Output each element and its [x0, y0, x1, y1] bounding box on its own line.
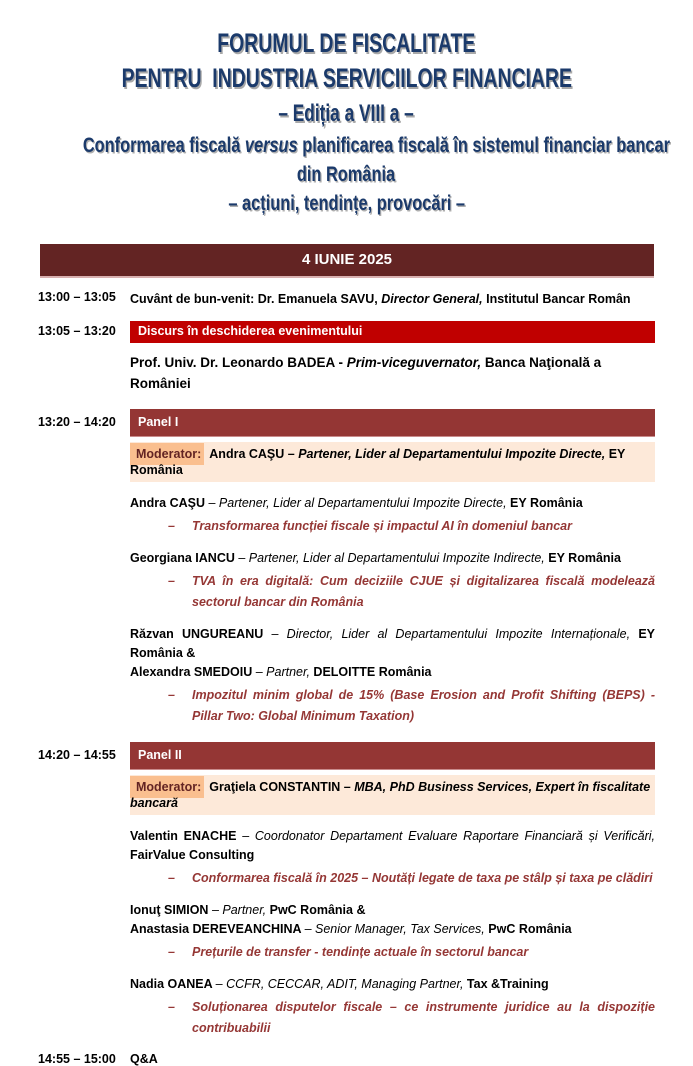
event-masthead: [0, 0, 693, 218]
moderator-name: Graţiela CONSTANTIN –: [209, 780, 355, 794]
speaker-org: FairValue Consulting: [130, 848, 255, 862]
speaker-org: PwC România &: [269, 903, 366, 917]
speaker-role: – Partener, Lider al Departamentului Impozite Directe,: [208, 496, 511, 510]
topic-line: [130, 868, 655, 889]
speaker-line: [130, 494, 655, 513]
speaker-role: – Director, Lider al Departamentului Impozite Internaționale,: [271, 627, 639, 641]
moderator-role: Partener, Lider al Departamentului Impozite Directe,: [298, 447, 606, 461]
speaker-line-2: [130, 920, 655, 939]
speaker-org: EY România &: [130, 627, 655, 660]
speaker-role: – Coordonator Departament Evaluare Raportare Financiară și Verificări,: [242, 829, 655, 843]
speaker-role: – Partner,: [211, 903, 270, 917]
event-subtitle-line-2-text: din România: [297, 163, 396, 186]
agenda: [0, 278, 693, 1066]
speaker-role-2: – Partner,: [255, 665, 314, 679]
topic-line: [130, 571, 655, 613]
speaker-role: – Partener, Lider al Departamentului Impozite Indirecte,: [238, 551, 549, 565]
subtitle-pre: Conformarea fiscală: [82, 134, 245, 157]
speaker-org-2: PwC România: [488, 922, 572, 936]
topic-line: [130, 997, 655, 1039]
panel2-banner: [130, 742, 655, 770]
panel1-banner-text: Panel I: [138, 415, 179, 429]
moderator-row-panel2: [130, 775, 655, 815]
event-edition: [0, 96, 693, 131]
time-slot: 13:20 – 14:20: [38, 415, 116, 429]
speaker-line: [130, 901, 655, 920]
event-title-line-1: [0, 26, 693, 61]
welcome-cell: [130, 290, 655, 309]
date-banner-text: 4 IUNIE 2025: [301, 251, 393, 268]
subtitle-post: planificarea fiscală în sistemul financiar bancar: [297, 134, 671, 157]
moderator-label: Moderator:: [130, 776, 204, 798]
keynote-role: Prim-viceguvernator,: [346, 355, 482, 370]
topic-dash: –: [168, 871, 175, 885]
speaker-line: [130, 827, 655, 865]
speaker-name: Georgiana IANCU: [130, 551, 239, 565]
agenda-row-keynote: [38, 343, 655, 407]
speaker-line: [130, 549, 655, 568]
topic-line: [130, 516, 655, 537]
session-banner-opening: [130, 321, 655, 343]
agenda-row-panel1-body: [38, 437, 655, 727]
panel2-banner-text: Panel II: [138, 748, 182, 762]
topic-text: Impozitul minim global de 15% (Base Erosion and Profit Shifting (BEPS) - Pillar Two: Global Minimum Taxation): [192, 688, 655, 723]
topic-dash: –: [168, 1000, 175, 1014]
moderator-name: Andra CAŞU –: [209, 447, 299, 461]
subtitle-versus: versus: [244, 134, 298, 157]
moderator-row-panel1: [130, 442, 655, 482]
time-slot: 14:55 – 15:00: [38, 1052, 116, 1066]
agenda-row-opening: [38, 321, 655, 343]
topic-line: [130, 942, 655, 963]
event-title-line-2: [0, 61, 693, 96]
speaker-block: [130, 549, 655, 613]
event-edition-text: – Ediția a VIII a –: [278, 100, 415, 127]
moderator-label: Moderator:: [130, 443, 204, 465]
event-tagline-text: – acțiuni, tendințe, provocări –: [228, 192, 465, 215]
event-subtitle-line-1: [0, 131, 693, 160]
keynote-org: Banca Naţională a României: [130, 355, 602, 391]
speaker-org-2: DELOITTE România: [313, 665, 432, 679]
agenda-row-panel1: [38, 409, 655, 437]
panel1-cell: [130, 409, 655, 437]
time-slot: 13:00 – 13:05: [38, 290, 116, 304]
panel2-body: [130, 770, 655, 1039]
welcome-org: Institutul Bancar Român: [482, 292, 631, 306]
event-subtitle-line-2: [0, 160, 693, 189]
event-tagline: [0, 189, 693, 218]
speaker-name-2: Alexandra SMEDOIU: [130, 665, 256, 679]
agenda-row-panel2-body: [38, 770, 655, 1039]
topic-dash: –: [168, 574, 175, 588]
keynote-speaker-line: [130, 352, 655, 394]
welcome-line: [130, 290, 655, 309]
welcome-text: Cuvânt de bun-venit: Dr. Emanuela SAVU,: [130, 292, 382, 306]
speaker-name: Andra CAŞU: [130, 496, 209, 510]
speaker-org: EY România: [510, 496, 583, 510]
time-slot: 14:20 – 14:55: [38, 748, 116, 762]
speaker-name: Răzvan UNGUREANU: [130, 627, 272, 641]
speaker-name: Ionuţ SIMION: [130, 903, 212, 917]
topic-text: Prețurile de transfer - tendințe actuale în sectorul bancar: [192, 945, 529, 959]
agenda-row-panel2: [38, 742, 655, 770]
opening-cell: [130, 321, 655, 343]
topic-dash: –: [168, 945, 175, 959]
moderator-org: EY România: [130, 447, 626, 477]
agenda-row-welcome: [38, 290, 655, 309]
speaker-block: [130, 901, 655, 963]
welcome-role: Director General,: [381, 292, 483, 306]
speaker-org: EY România: [548, 551, 621, 565]
speaker-line: [130, 625, 655, 663]
keynote-cell: [130, 343, 655, 407]
panel1-banner: [130, 409, 655, 437]
speaker-block: [130, 625, 655, 727]
topic-text: Conformarea fiscală în 2025 – Noutăți legate de taxa pe stâlp și taxa pe clădiri: [192, 871, 653, 885]
speaker-block: [130, 827, 655, 889]
speaker-role-2: – Senior Manager, Tax Services,: [304, 922, 489, 936]
date-banner: [40, 244, 654, 278]
topic-text: Transformarea funcției fiscale și impactul AI în domeniul bancar: [192, 519, 572, 533]
agenda-row-qa: [38, 1052, 655, 1066]
topic-dash: –: [168, 519, 175, 533]
moderator-role: MBA, PhD Business Services, Expert în fiscalitate bancară: [130, 780, 651, 810]
event-title-line-2-text: PENTRU INDUSTRIA SERVICIILOR FINANCIARE: [121, 63, 572, 93]
speaker-org: Tax &Training: [466, 977, 549, 991]
session-banner-opening-text: Discurs în deschiderea evenimentului: [138, 324, 363, 338]
speaker-role: – CCFR, CECCAR, ADIT, Managing Partner,: [215, 977, 467, 991]
panel2-cell: [130, 742, 655, 770]
speaker-name: Valentin ENACHE: [130, 829, 243, 843]
panel1-body: [130, 437, 655, 727]
keynote-name: Prof. Univ. Dr. Leonardo BADEA -: [130, 355, 347, 370]
speaker-block: [130, 494, 655, 537]
topic-text: Soluționarea disputelor fiscale – ce instrumente juridice au la dispoziție contribuabilii: [192, 1000, 655, 1035]
speaker-name: Nadia OANEA: [130, 977, 216, 991]
speaker-line-2: [130, 663, 655, 682]
event-title-line-1-text: FORUMUL DE FISCALITATE: [217, 28, 476, 58]
speaker-name-2: Anastasia DEREVEANCHINA: [130, 922, 305, 936]
event-subtitle-line-1-text: [83, 131, 670, 160]
topic-text: TVA în era digitală: Cum deciziile CJUE și digitalizarea fiscală modelează sectorul bancar din România: [192, 574, 655, 609]
topic-dash: –: [168, 688, 175, 702]
speaker-line: [130, 975, 655, 994]
speaker-block: [130, 975, 655, 1039]
qa-label: Q&A: [130, 1052, 158, 1066]
topic-line: [130, 685, 655, 727]
time-slot: 13:05 – 13:20: [38, 324, 116, 338]
